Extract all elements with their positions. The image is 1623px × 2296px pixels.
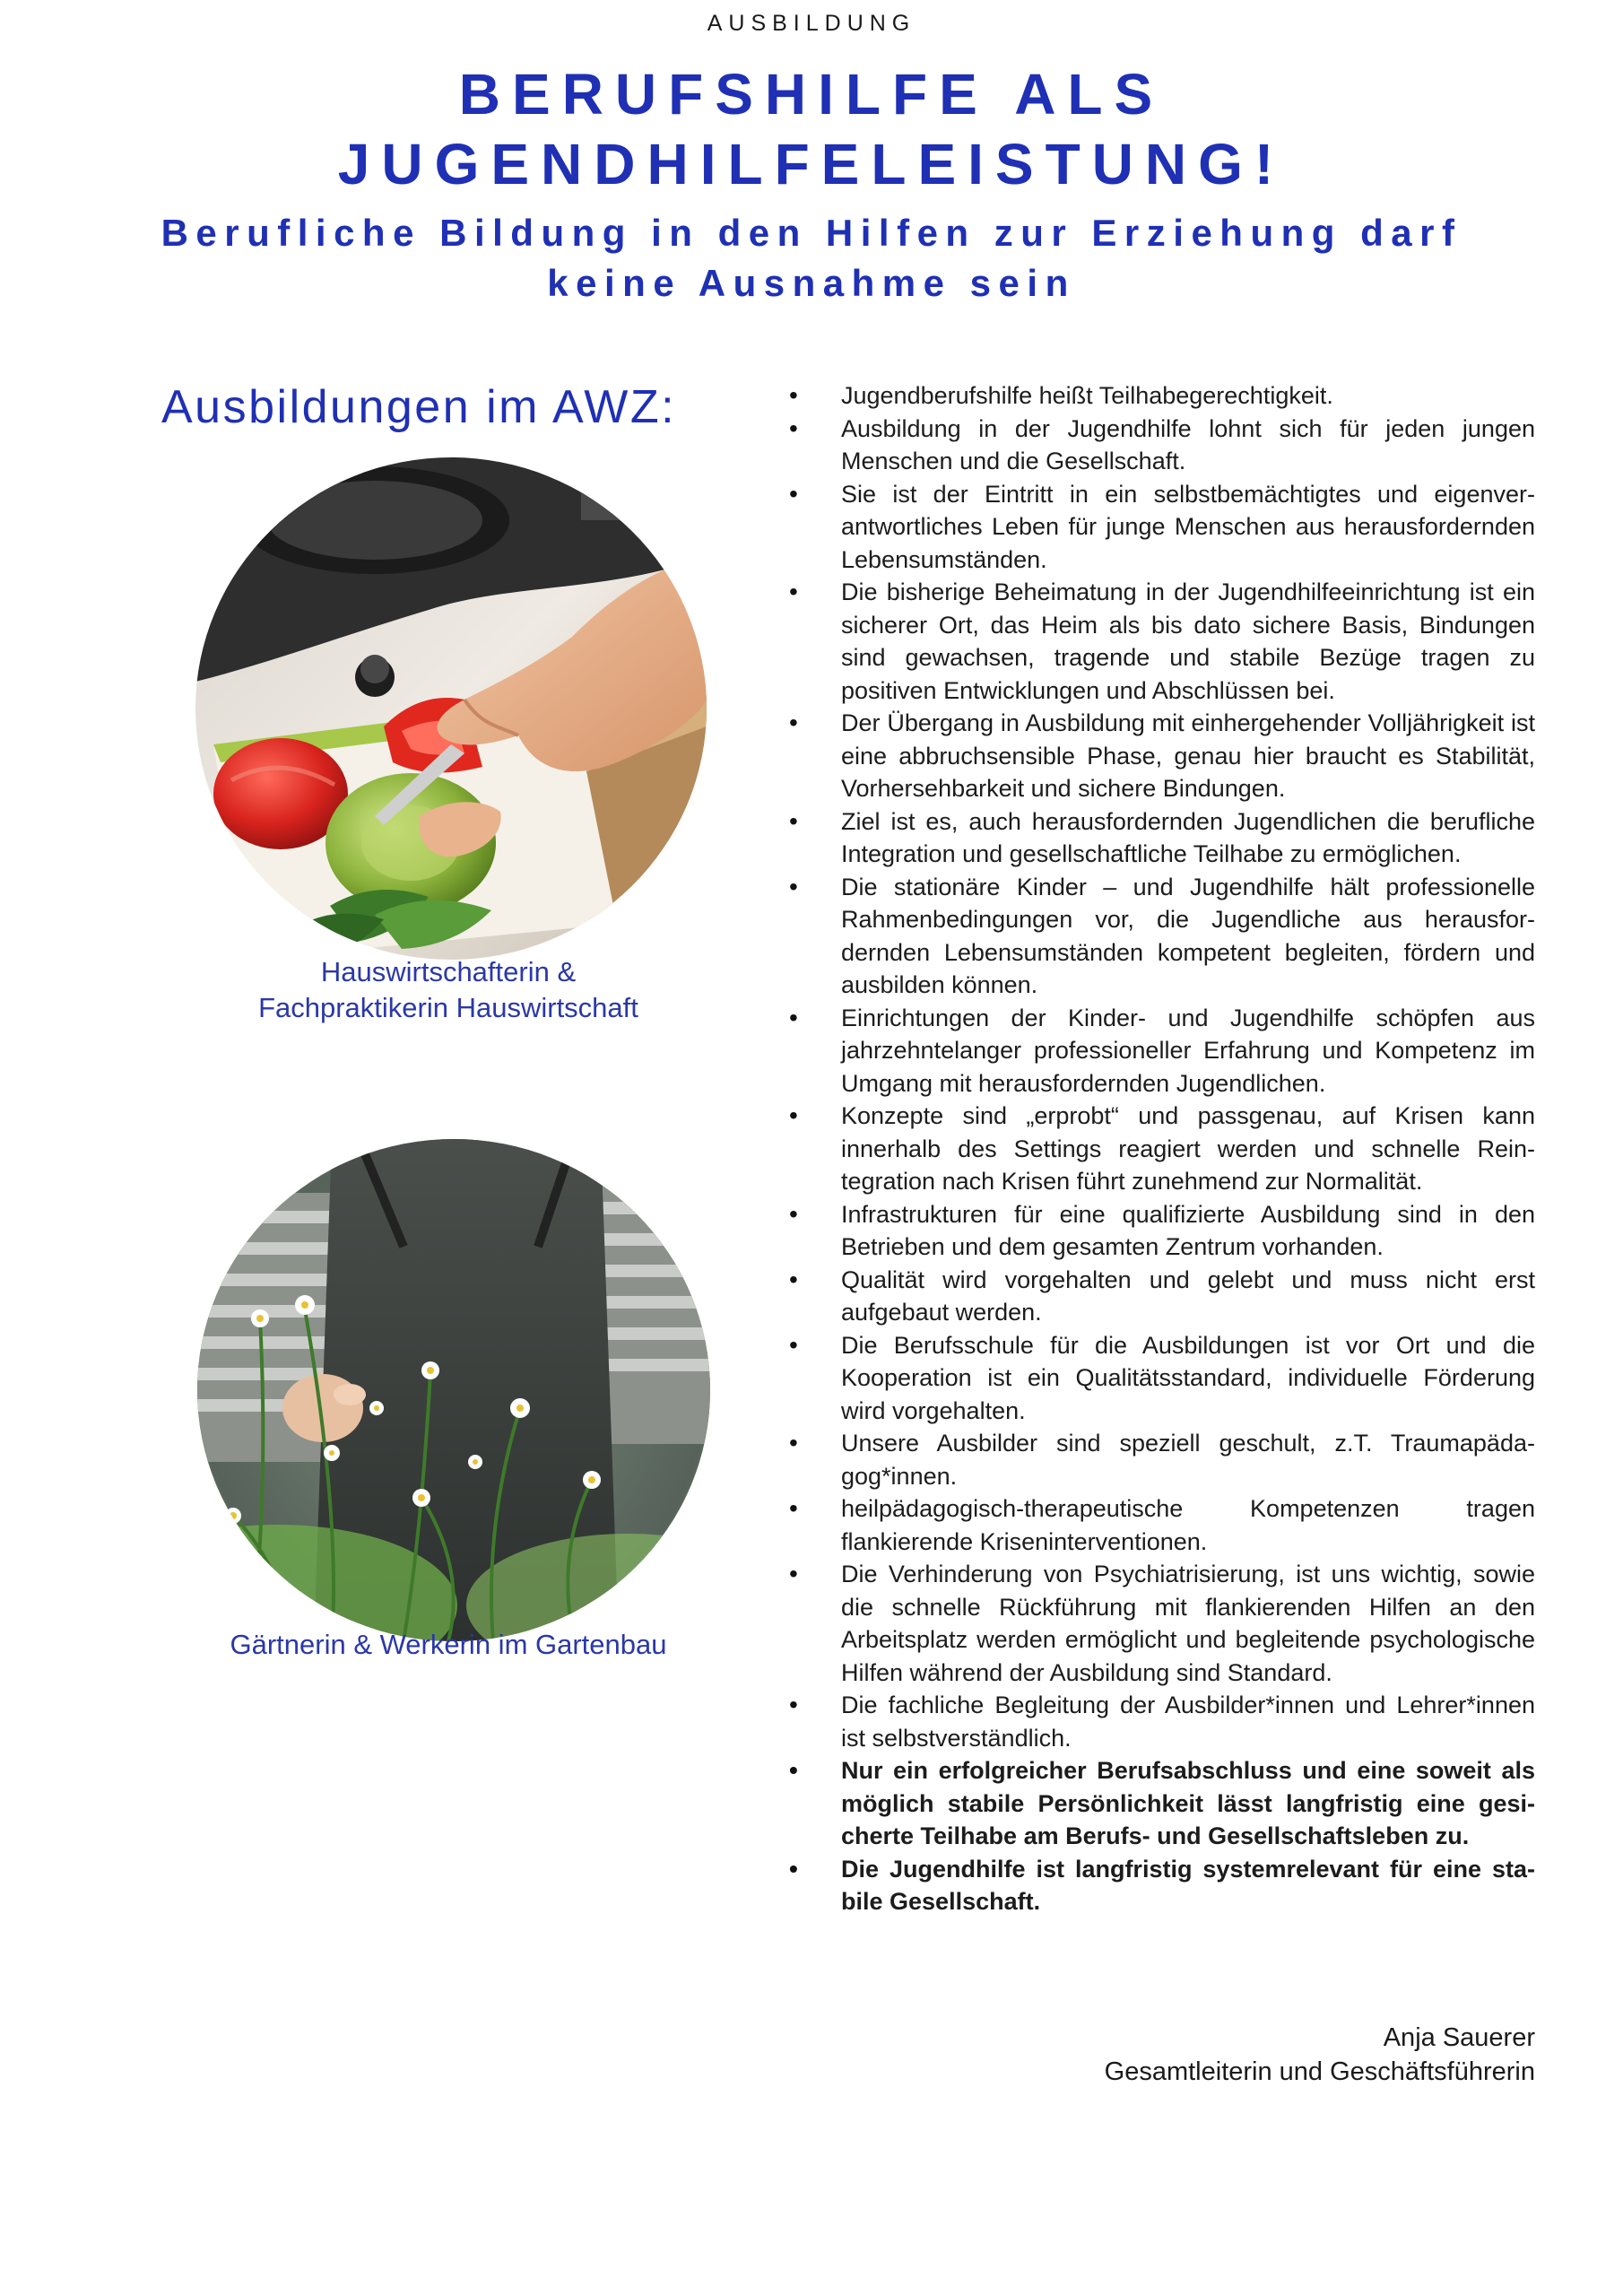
list-item-text: Die stationäre Kinder – und Jugendhilfe hält professionelle Rahmenbedingungen vor, die Jugendliche aus herausfordernden Lebensumständen kompetent begleiten, fördern und ausbilden können.: [841, 873, 1535, 998]
bullet-icon: •: [789, 1330, 798, 1359]
caption-line-1: Gärtnerin & Werkerin im Gartenbau: [230, 1629, 667, 1660]
garden-flowers-photo: [197, 1139, 710, 1641]
bullet-icon: •: [789, 1199, 798, 1228]
list-item-text: Einrichtungen der Kinder- und Jugendhilfe schöpfen aus jahrzehntelanger professioneller Erfahrung und Kompetenz im Umgang mit herausfordernden Jugendlichen.: [841, 1004, 1535, 1097]
bullet-icon: •: [789, 479, 798, 508]
list-item: [789, 1689, 1535, 1754]
page-title: [0, 59, 1623, 199]
page-subtitle: [0, 208, 1623, 309]
bullet-icon: •: [789, 1691, 798, 1718]
bullet-icon: •: [789, 1429, 798, 1457]
list-item-text: Ausbildung in der Jugendhilfe lohnt sich für jeden jungen Menschen und die Gesellschaft.: [841, 414, 1535, 474]
list-item-text: Sie ist der Eintritt in ein selbstbemächtigtes und eigenverantwortliches Leben für junge Menschen aus herausfordernden Lebensumständen.: [841, 480, 1535, 573]
list-item-text: Die fachliche Begleitung der Ausbilder*innen und Lehrer*innen ist selbstverständlich.: [841, 1692, 1535, 1752]
list-item-text: Qualität wird vorgehalten und gelebt und muss nicht erst aufgebaut werden.: [841, 1265, 1535, 1326]
list-item: [789, 1754, 1535, 1853]
list-item-text: Infrastrukturen für eine qualifizierte Ausbildung sind in den Betrieben und dem gesamten Zentrum vorhanden.: [841, 1200, 1535, 1260]
list-item: [789, 1329, 1535, 1428]
list-item: [789, 379, 1535, 413]
bullet-icon: •: [789, 381, 798, 409]
list-item: [789, 478, 1535, 577]
list-item-text: Die Jugendhilfe ist langfristig systemrelevant für eine stabile Gesellschaft.: [841, 1855, 1535, 1915]
bullet-icon: •: [789, 709, 798, 736]
bullet-icon: •: [789, 1003, 798, 1031]
list-item: [789, 805, 1535, 871]
list-item-text: Ziel ist es, auch herausfordernden Jugendlichen die berufliche Integration und gesellschaftliche Teilhabe zu ermöglichen.: [841, 807, 1535, 867]
bullet-icon: •: [789, 872, 798, 900]
bullet-list: [789, 379, 1535, 1918]
page-title-line-2: JUGENDHILFELEISTUNG!: [337, 132, 1286, 196]
bullet-icon: •: [789, 1560, 798, 1587]
list-item: [789, 413, 1535, 478]
caption-line-1: Hauswirtschafterin &: [320, 956, 577, 987]
list-item-text: Unsere Ausbilder sind speziell geschult, z.T. Traumapädagog*innen.: [841, 1430, 1535, 1490]
sidebar-heading: Ausbildungen im AWZ:: [161, 381, 677, 433]
list-item: [789, 1002, 1535, 1100]
bullet-icon: •: [789, 1101, 798, 1129]
list-item: [789, 1853, 1535, 1918]
list-item-text: Die Berufsschule für die Ausbildungen ist vor Ort und die Kooperation ist ein Qualitätsstandard, individuelle Förderung wird vorgehalten.: [841, 1331, 1535, 1424]
list-item-text: Jugendberufshilfe heißt Teilhabegerechtigkeit.: [841, 382, 1333, 409]
section-kicker: AUSBILDUNG: [707, 11, 916, 36]
page-subtitle-line-2: keine Ausnahme sein: [547, 262, 1076, 304]
page-subtitle-line-1: Berufliche Bildung in den Hilfen zur Erziehung darf: [161, 212, 1462, 254]
bullet-icon: •: [789, 1756, 798, 1784]
list-item-text: Die Verhinderung von Psychiatrisierung, ist uns wichtig, sowie die schnelle Rückführung mit flankierenden Hilfen an den Arbeitsplatz werden ermöglicht und begleitende psychologische Hilfen während der Ausbildung sind Standard.: [841, 1561, 1535, 1686]
sidebar-item-caption: [143, 1627, 753, 1663]
list-item-text: Die bisherige Beheimatung in der Jugendhilfeeinrichtung ist ein sicherer Ort, das Heim als bis dato sichere Basis, Bindungen sind gewachsen, tragende und stabile Bezüge tragen zu positiven Entwicklungen und Abschlüssen bei.: [841, 578, 1535, 704]
list-item: [789, 1264, 1535, 1329]
signature-role: Gesamtleiterin und Geschäftsführerin: [1104, 2057, 1535, 2086]
list-item: [789, 1492, 1535, 1558]
list-item-text: Konzepte sind „erprobt“ und passgenau, auf Krisen kann innerhalb des Settings reagiert werden und schnelle Reintegration nach Krisen führt zunehmend zur Normalität.: [841, 1102, 1535, 1195]
signature-name: Anja Sauerer: [1383, 2023, 1535, 2052]
list-item: [789, 871, 1535, 1002]
list-item: [789, 707, 1535, 805]
list-item: [789, 1198, 1535, 1264]
bullet-icon: •: [789, 1265, 798, 1293]
bullet-icon: •: [789, 806, 798, 835]
bullet-icon: •: [789, 1854, 798, 1883]
sidebar-item-caption: [143, 954, 753, 1026]
list-item: [789, 576, 1535, 707]
kitchen-vegetables-photo: [195, 457, 707, 960]
list-item: [789, 1427, 1535, 1492]
list-item: [789, 1558, 1535, 1689]
caption-line-2: Fachpraktikerin Hauswirtschaft: [258, 992, 638, 1023]
page-title-line-1: BERUFSHILFE ALS: [458, 62, 1165, 126]
list-item: [789, 1100, 1535, 1198]
bullet-icon: •: [789, 578, 798, 605]
list-item-text: Der Übergang in Ausbildung mit einhergehender Volljährigkeit ist eine abbruchsensible Phase, genau hier braucht es Stabilität, Vorhersehbarkeit und sichere Bindungen.: [841, 709, 1535, 802]
list-item-text: heilpädagogisch-therapeutische Kompetenzen tragen flankierende Kriseninterventionen.: [841, 1495, 1535, 1555]
bullet-icon: •: [789, 413, 798, 442]
list-item-text: Nur ein erfolgreicher Berufsabschluss und eine soweit als möglich stabile Persönlichkeit lässt langfristig eine gesicherte Teilhabe am Berufs- und Gesellschaftsleben zu.: [841, 1757, 1535, 1849]
bullet-icon: •: [789, 1494, 798, 1522]
